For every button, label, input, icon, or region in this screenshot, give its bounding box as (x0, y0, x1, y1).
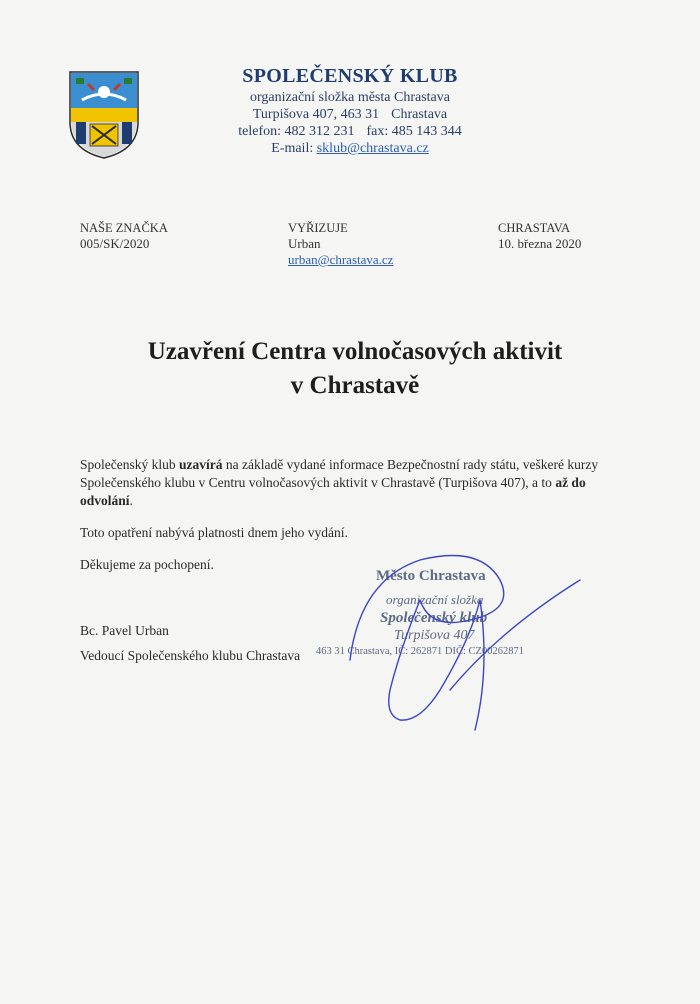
email-label: E-mail: (271, 141, 314, 156)
our-reference-label: NAŠE ZNAČKA (80, 221, 168, 235)
handwritten-signature (330, 540, 590, 740)
body-p1-text-b: na základě vydané informace Bezpečnostní rady státu, veškeré kurzy Společenského klubu v Centru volnočasových aktivit v Chrastavě (Turpišova 407), a to (80, 457, 599, 490)
organization-address (200, 106, 500, 123)
signatory-role: Vedoucí Společenského klubu Chrastava (80, 648, 301, 663)
letter-title (60, 335, 650, 403)
our-reference-value: 005/SK/2020 (80, 236, 150, 251)
fax-number: fax: 485 143 344 (366, 124, 462, 139)
town-crest-logo (68, 70, 140, 160)
stamp-line-1: Město Chrastava (376, 568, 486, 584)
title-line-2: v Chrastavě (290, 372, 420, 399)
letter-date: 10. března 2020 (498, 236, 582, 251)
organization-email (200, 140, 500, 157)
place-label: CHRASTAVA (498, 221, 571, 235)
place-and-date (498, 220, 581, 252)
phone-number: telefon: 482 312 231 (238, 124, 355, 139)
organization-header (200, 63, 500, 157)
handled-by-email-link[interactable]: urban@chrastava.cz (288, 252, 394, 267)
stamp-line-3: Společenský klub (380, 610, 488, 626)
address-city: Chrastava (391, 107, 448, 122)
body-p1-text-a: Společenský klub (80, 457, 179, 472)
email-link[interactable]: sklub@chrastava.cz (316, 141, 429, 156)
handled-by (288, 220, 393, 268)
body-p1-end: . (129, 493, 133, 508)
signatory-name: Bc. Pavel Urban (80, 623, 169, 638)
body-p1-bold-closes: uzavírá (179, 457, 223, 472)
handled-by-name: Urban (288, 236, 321, 251)
body-paragraph-2: Toto opatření nabývá platnosti dnem jeho vydání. (80, 525, 348, 540)
body-p1-bold-until: až do odvolání (80, 475, 586, 508)
organization-contacts (200, 123, 500, 140)
organization-name: SPOLEČENSKÝ KLUB (242, 65, 458, 87)
stamp-line-5: 463 31 Chrastava, IČ: 262871 DIČ: CZ00262871 (316, 646, 524, 657)
body-paragraph-3: Děkujeme za pochopení. (80, 557, 214, 572)
handled-by-label: VYŘIZUJE (288, 221, 348, 235)
body-paragraph-1 (80, 456, 620, 510)
address-street: Turpišova 407, 463 31 (252, 107, 380, 122)
our-reference (80, 220, 168, 252)
stamp-line-2: organizační složka (386, 592, 484, 607)
title-line-1: Uzavření Centra volnočasových aktivit (147, 338, 563, 365)
organization-subtitle: organizační složka města Chrastava (250, 90, 450, 105)
stamp-line-4: Turpišova 407 (394, 628, 475, 643)
